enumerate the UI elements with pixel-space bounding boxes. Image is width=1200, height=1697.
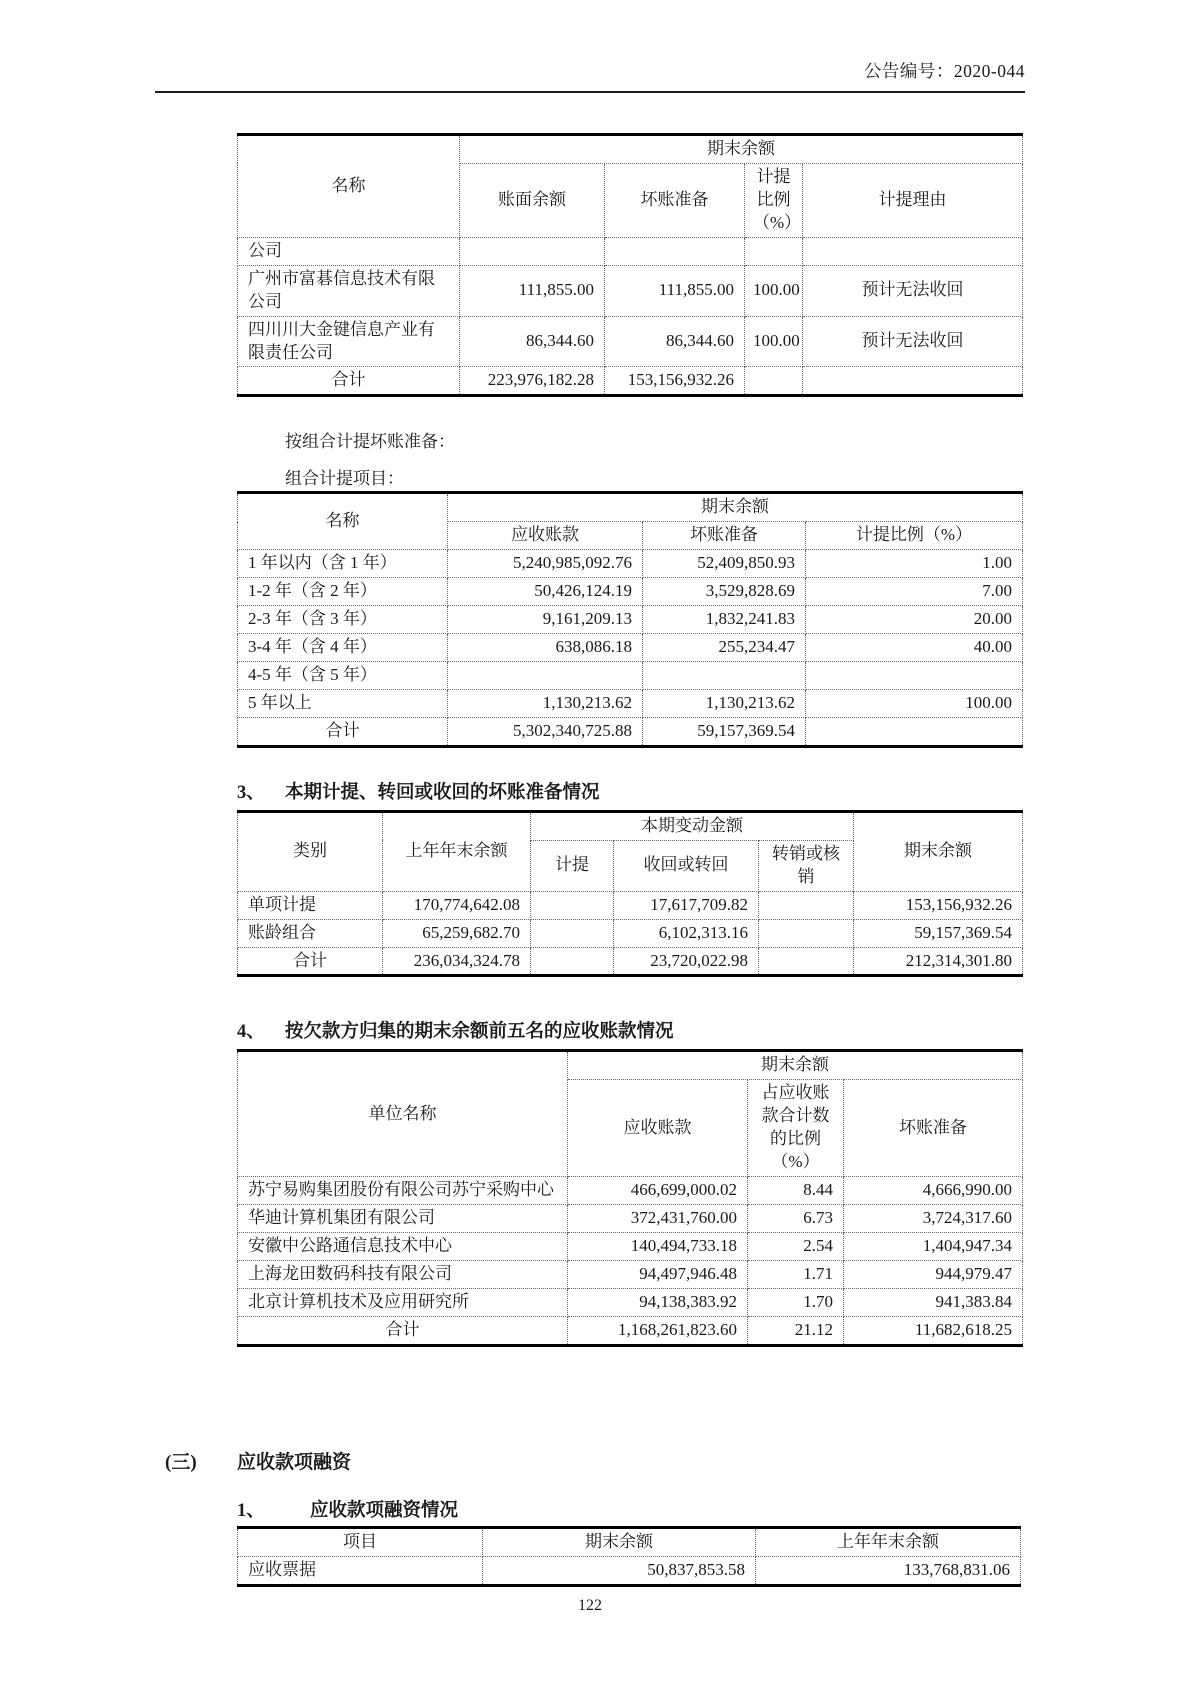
col-header-recovered: 收回或转回: [614, 840, 759, 891]
cell-c2: [643, 662, 806, 690]
cell-c1: 236,034,324.78: [383, 947, 531, 976]
cell-c3: [806, 662, 1023, 690]
cell-c3: 6,102,313.16: [614, 919, 759, 947]
table-row: [238, 1233, 1023, 1261]
col-header-period-end-group: 期末余额: [460, 135, 1023, 164]
col-header-ratio: 计提比例（%）: [806, 522, 1023, 550]
col-header-book-balance: 账面余额: [460, 163, 605, 237]
col-header-bad-debt: 坏账准备: [605, 163, 745, 237]
table-row: [238, 550, 1023, 578]
cell-name: 应收票据: [238, 1556, 483, 1585]
table-row: [238, 606, 1023, 634]
individual-provision-body: [238, 237, 1023, 396]
cell-c1: 638,086.18: [448, 634, 643, 662]
section-3-heading: [237, 778, 1025, 804]
cell-c3: 7.00: [806, 578, 1023, 606]
cell-name: 3-4 年（含 4 年）: [238, 634, 448, 662]
table-row: [238, 265, 1023, 316]
cell-c2: 1.70: [748, 1288, 844, 1316]
header-rule: [155, 91, 1025, 93]
col-header-reason: 计提理由: [803, 163, 1023, 237]
cell-c1: 9,161,209.13: [448, 606, 643, 634]
top-five-debtors-body: [238, 1177, 1023, 1346]
individual-provision-table: [237, 133, 1023, 397]
aging-provision-table: [237, 491, 1023, 747]
section-4-title: 按欠款方归集的期末余额前五名的应收账款情况: [285, 1022, 674, 1043]
cell-c3: 1.00: [806, 550, 1023, 578]
cell-c4: [759, 919, 854, 947]
table-row: [238, 947, 1023, 976]
cell-name: 上海龙田数码科技有限公司: [238, 1260, 568, 1288]
cell-c4: 预计无法收回: [803, 316, 1023, 367]
notice-number: 公告编号：2020-044: [863, 61, 1025, 81]
cell-name: 单项计提: [238, 891, 383, 919]
cell-c2: 1.71: [748, 1260, 844, 1288]
cell-c1: 372,431,760.00: [568, 1205, 748, 1233]
col-header-period-end-group: 期末余额: [568, 1051, 1023, 1080]
col-header-pct-of-total: 占应收账款合计数的比例（%）: [748, 1080, 844, 1177]
cell-c1: 466,699,000.02: [568, 1177, 748, 1205]
table-row: [238, 891, 1023, 919]
col-header-item: 项目: [238, 1527, 483, 1556]
cell-c1: 5,302,340,725.88: [448, 717, 643, 746]
section-c-number: (三): [165, 1451, 197, 1473]
table-row: [238, 717, 1023, 746]
table-row: [238, 1316, 1023, 1345]
cell-c2: 111,855.00: [605, 265, 745, 316]
table-row: [238, 1288, 1023, 1316]
cell-c3: 4,666,990.00: [844, 1177, 1023, 1205]
cell-c5: 59,157,369.54: [854, 919, 1023, 947]
table-row: [238, 1260, 1023, 1288]
table-row: [238, 1205, 1023, 1233]
provision-movement-body: [238, 891, 1023, 976]
col-header-receivables: 应收账款: [448, 522, 643, 550]
cell-name: 合计: [238, 367, 460, 396]
section-3-title: 本期计提、转回或收回的坏账准备情况: [285, 782, 600, 803]
table-row: [238, 578, 1023, 606]
receivables-financing-table: [237, 1526, 1021, 1587]
section-c-title: 应收款项融资: [237, 1451, 352, 1473]
cell-name: 合计: [238, 1316, 568, 1345]
cell-c3: 3,724,317.60: [844, 1205, 1023, 1233]
cell-name: 四川川大金键信息产业有限责任公司: [238, 316, 460, 367]
col-header-period-end-group: 期末余额: [448, 493, 1023, 522]
cell-c2: 255,234.47: [643, 634, 806, 662]
cell-name: 苏宁易购集团股份有限公司苏宁采购中心: [238, 1177, 568, 1205]
cell-name: 安徽中公路通信息技术中心: [238, 1233, 568, 1261]
cell-c4: 预计无法收回: [803, 265, 1023, 316]
portfolio-items-note: 组合计提项目：: [285, 469, 404, 489]
cell-c3: [745, 237, 803, 265]
cell-name: 北京计算机技术及应用研究所: [238, 1288, 568, 1316]
table-row: [238, 1556, 1021, 1585]
cell-c1: 50,837,853.58: [483, 1556, 756, 1585]
cell-c2: [531, 919, 614, 947]
cell-c1: 86,344.60: [460, 316, 605, 367]
cell-c2: 59,157,369.54: [643, 717, 806, 746]
section-c1-number: 1、: [237, 1500, 265, 1521]
cell-c3: 11,682,618.25: [844, 1316, 1023, 1345]
col-header-prev-year: 上年年末余额: [756, 1527, 1021, 1556]
cell-c3: [745, 367, 803, 396]
col-header-bad-debt: 坏账准备: [643, 522, 806, 550]
cell-c3: 20.00: [806, 606, 1023, 634]
table-row: [238, 689, 1023, 717]
receivables-financing-body: [238, 1556, 1021, 1585]
cell-c4: [759, 947, 854, 976]
table-row: [238, 634, 1023, 662]
cell-c3: 944,979.47: [844, 1260, 1023, 1288]
cell-c2: 153,156,932.26: [605, 367, 745, 396]
table-row: [238, 237, 1023, 265]
cell-c4: [803, 237, 1023, 265]
cell-c1: 65,259,682.70: [383, 919, 531, 947]
section-3-number: 3、: [237, 782, 265, 803]
cell-c3: 941,383.84: [844, 1288, 1023, 1316]
col-header-category: 类别: [238, 811, 383, 891]
cell-c3: 23,720,022.98: [614, 947, 759, 976]
cell-c2: 8.44: [748, 1177, 844, 1205]
cell-c4: [759, 891, 854, 919]
cell-c2: 6.73: [748, 1205, 844, 1233]
cell-c4: [803, 367, 1023, 396]
col-header-bad-debt: 坏账准备: [844, 1080, 1023, 1177]
cell-c2: 86,344.60: [605, 316, 745, 367]
table-row: [238, 662, 1023, 690]
col-header-period-change-group: 本期变动金额: [531, 811, 854, 840]
cell-c2: [531, 891, 614, 919]
cell-name: 账龄组合: [238, 919, 383, 947]
col-header-receivables: 应收账款: [568, 1080, 748, 1177]
cell-c3: 100.00: [806, 689, 1023, 717]
cell-c2: 2.54: [748, 1233, 844, 1261]
cell-c1: 170,774,642.08: [383, 891, 531, 919]
cell-c3: 17,617,709.82: [614, 891, 759, 919]
cell-c5: 153,156,932.26: [854, 891, 1023, 919]
cell-c2: 133,768,831.06: [756, 1556, 1021, 1585]
col-header-name: 名称: [238, 493, 448, 550]
cell-c1: 94,138,383.92: [568, 1288, 748, 1316]
col-header-written-off: 转销或核销: [759, 840, 854, 891]
cell-c1: [460, 237, 605, 265]
cell-c5: 212,314,301.80: [854, 947, 1023, 976]
cell-name: 1-2 年（含 2 年）: [238, 578, 448, 606]
cell-c1: 140,494,733.18: [568, 1233, 748, 1261]
cell-c2: 3,529,828.69: [643, 578, 806, 606]
section-c1-title: 应收款项融资情况: [310, 1500, 459, 1521]
portfolio-provision-note: 按组合计提坏账准备：: [285, 432, 455, 452]
cell-c1: 50,426,124.19: [448, 578, 643, 606]
col-header-prev-year-balance: 上年年末余额: [383, 811, 531, 891]
section-4-number: 4、: [237, 1022, 265, 1043]
section-4-heading: [237, 1017, 1025, 1043]
table-row: [238, 367, 1023, 396]
aging-provision-body: [238, 550, 1023, 747]
section-c1-heading: [237, 1496, 1025, 1522]
cell-c3: 100.00: [745, 316, 803, 367]
cell-c2: [531, 947, 614, 976]
cell-c3: 1,404,947.34: [844, 1233, 1023, 1261]
cell-name: 公司: [238, 237, 460, 265]
col-header-entity-name: 单位名称: [238, 1051, 568, 1177]
cell-name: 广州市富碁信息技术有限公司: [238, 265, 460, 316]
col-header-accrual: 计提: [531, 840, 614, 891]
cell-c1: 1,130,213.62: [448, 689, 643, 717]
cell-name: 华迪计算机集团有限公司: [238, 1205, 568, 1233]
cell-name: 合计: [238, 717, 448, 746]
cell-c1: 111,855.00: [460, 265, 605, 316]
top-five-debtors-table: [237, 1049, 1023, 1346]
cell-c3: [806, 717, 1023, 746]
table-row: [238, 919, 1023, 947]
cell-c1: 5,240,985,092.76: [448, 550, 643, 578]
cell-c3: 100.00: [745, 265, 803, 316]
cell-c2: 21.12: [748, 1316, 844, 1345]
cell-c2: 1,832,241.83: [643, 606, 806, 634]
cell-name: 1 年以内（含 1 年）: [238, 550, 448, 578]
cell-c1: 223,976,182.28: [460, 367, 605, 396]
table-row: [238, 1177, 1023, 1205]
section-c-heading: [165, 1447, 1025, 1474]
cell-c1: 1,168,261,823.60: [568, 1316, 748, 1345]
cell-c1: [448, 662, 643, 690]
cell-name: 4-5 年（含 5 年）: [238, 662, 448, 690]
col-header-period-end: 期末余额: [483, 1527, 756, 1556]
table-row: [238, 316, 1023, 367]
col-header-period-end: 期末余额: [854, 811, 1023, 891]
cell-c2: 1,130,213.62: [643, 689, 806, 717]
cell-c2: [605, 237, 745, 265]
cell-c2: 52,409,850.93: [643, 550, 806, 578]
cell-name: 5 年以上: [238, 689, 448, 717]
col-header-name: 名称: [238, 135, 460, 238]
cell-c1: 94,497,946.48: [568, 1260, 748, 1288]
cell-name: 2-3 年（含 3 年）: [238, 606, 448, 634]
cell-name: 合计: [238, 947, 383, 976]
cell-c3: 40.00: [806, 634, 1023, 662]
col-header-ratio: 计提比例（%）: [745, 163, 803, 237]
provision-movement-table: [237, 810, 1023, 978]
page-number: 122: [578, 1596, 602, 1614]
